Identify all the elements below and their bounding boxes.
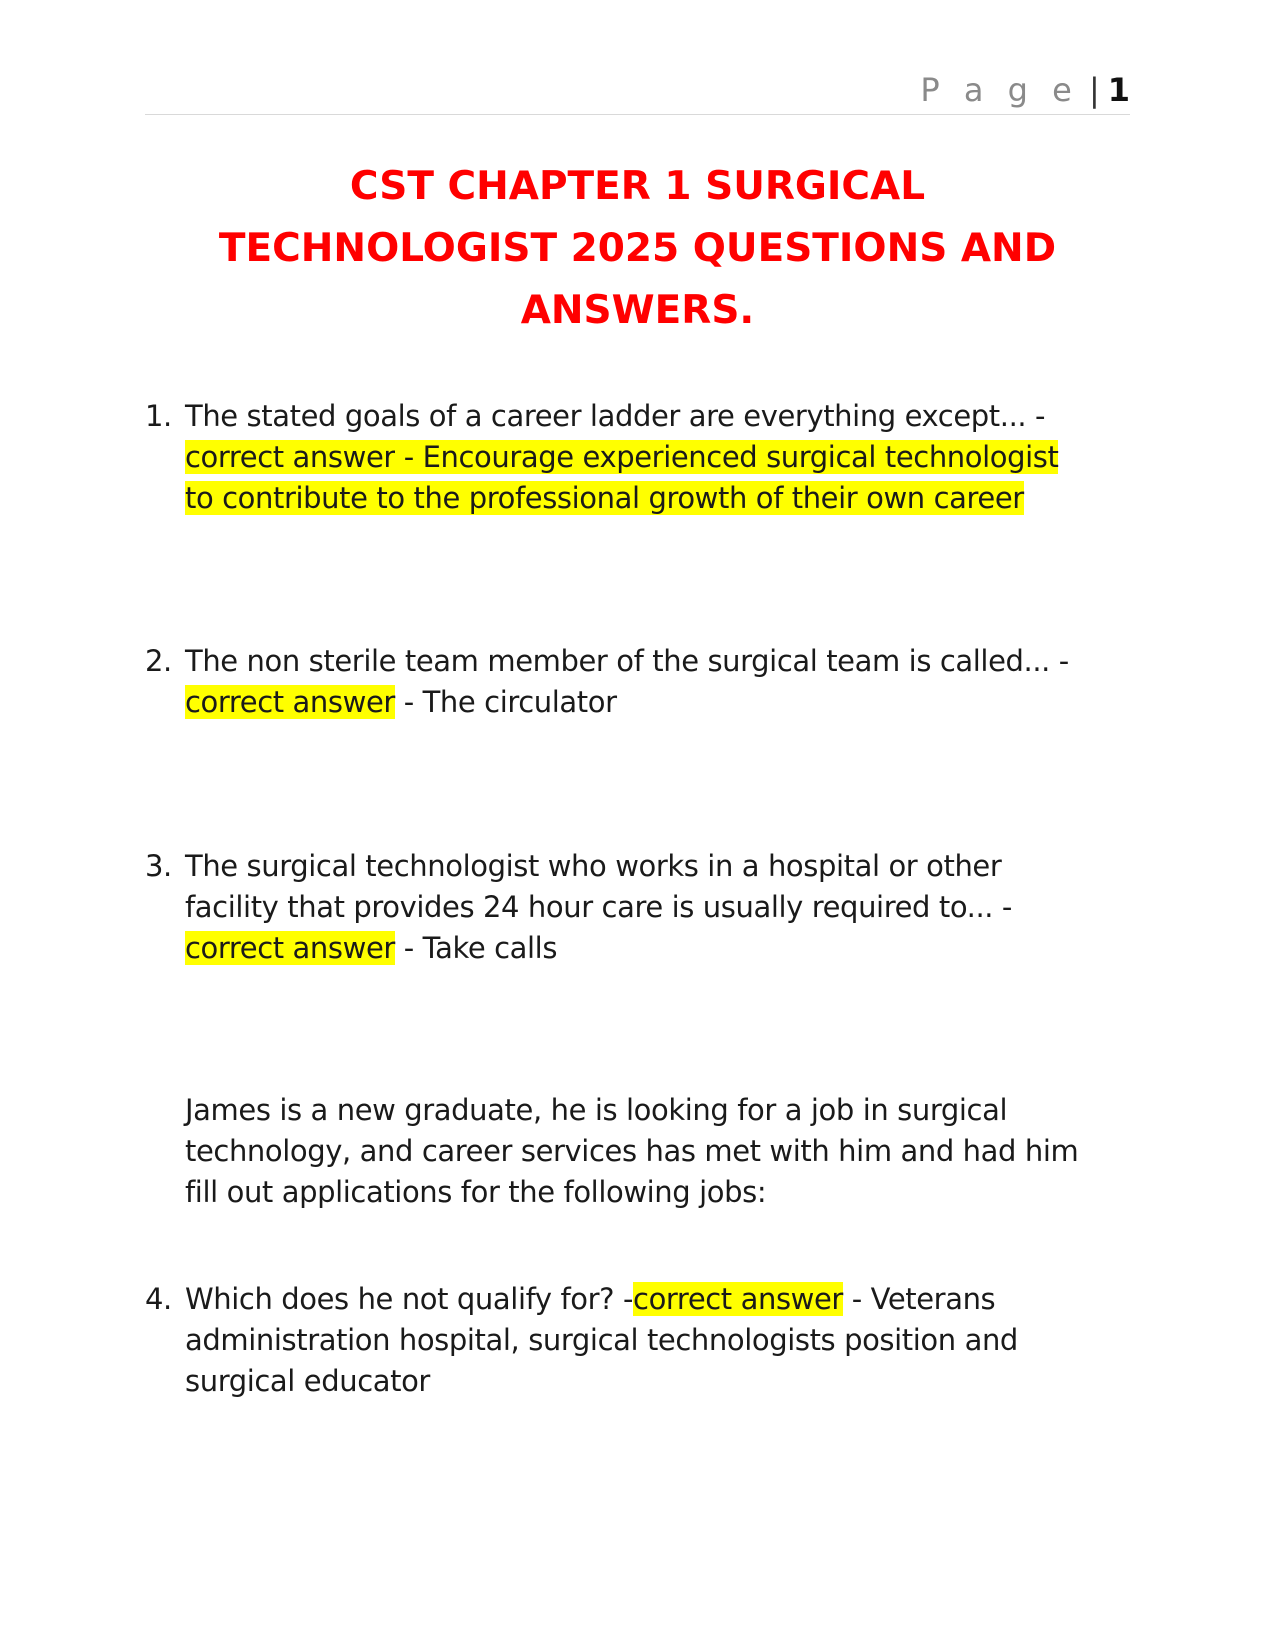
question-text: The stated goals of a career ladder are everything except... - [185, 399, 1046, 433]
question-text: Which does he not qualify for? - [185, 1282, 634, 1316]
question-body [185, 641, 1140, 723]
question-item-3 [145, 846, 1140, 969]
question-text: The non sterile team member of the surgical team is called... - [185, 644, 1069, 678]
answer-line [185, 928, 1140, 969]
answer-line [185, 437, 1140, 478]
question-body [185, 396, 1140, 519]
page-header [145, 70, 1130, 115]
question-number: 1. [145, 399, 172, 433]
page-number: 1 [1107, 71, 1130, 109]
answer-line: administration hospital, surgical technologists position and [185, 1323, 1018, 1357]
scenario-paragraph [145, 1090, 1140, 1213]
title-line: ANSWERS. [520, 288, 755, 333]
question-number: 3. [145, 849, 172, 883]
question-item-2 [145, 641, 1140, 723]
answer-text: - Veterans [842, 1282, 996, 1316]
answer-line [185, 682, 1140, 723]
document-title [145, 156, 1130, 342]
question-text: The surgical technologist who works in a hospital or other [185, 849, 1002, 883]
title-line: CST CHAPTER 1 SURGICAL [349, 164, 926, 209]
scenario-line: fill out applications for the following jobs: [185, 1175, 767, 1209]
answer-line: surgical educator [185, 1364, 430, 1398]
answer-line [185, 478, 1140, 519]
correct-answer-label: correct answer [633, 1282, 843, 1316]
scenario-line: James is a new graduate, he is looking for a job in surgical [185, 1093, 1008, 1127]
answer-text: - Encourage experienced surgical technologist [394, 440, 1059, 474]
correct-answer-label: correct answer [185, 685, 395, 719]
title-line: TECHNOLOGIST 2025 QUESTIONS AND [218, 226, 1057, 271]
question-number: 2. [145, 644, 172, 678]
answer-text: - The circulator [394, 685, 617, 719]
question-body [185, 846, 1140, 969]
question-item-1 [145, 396, 1140, 519]
answer-text: - Take calls [394, 931, 558, 965]
page-separator: | [1088, 71, 1100, 109]
correct-answer-label: correct answer [185, 440, 395, 474]
answer-text: to contribute to the professional growth of their own career [185, 481, 1024, 515]
question-text: facility that provides 24 hour care is usually required to... - [185, 890, 1013, 924]
question-number: 4. [145, 1282, 172, 1316]
scenario-line: technology, and career services has met with him and had him [185, 1134, 1079, 1168]
page-number-label [920, 72, 1130, 108]
correct-answer-label: correct answer [185, 931, 395, 965]
question-body [185, 1279, 1140, 1402]
page-word: P a g e [920, 71, 1079, 109]
question-item-4 [145, 1279, 1140, 1402]
scenario-body [185, 1090, 1140, 1213]
question-answer-line [185, 1279, 1140, 1320]
